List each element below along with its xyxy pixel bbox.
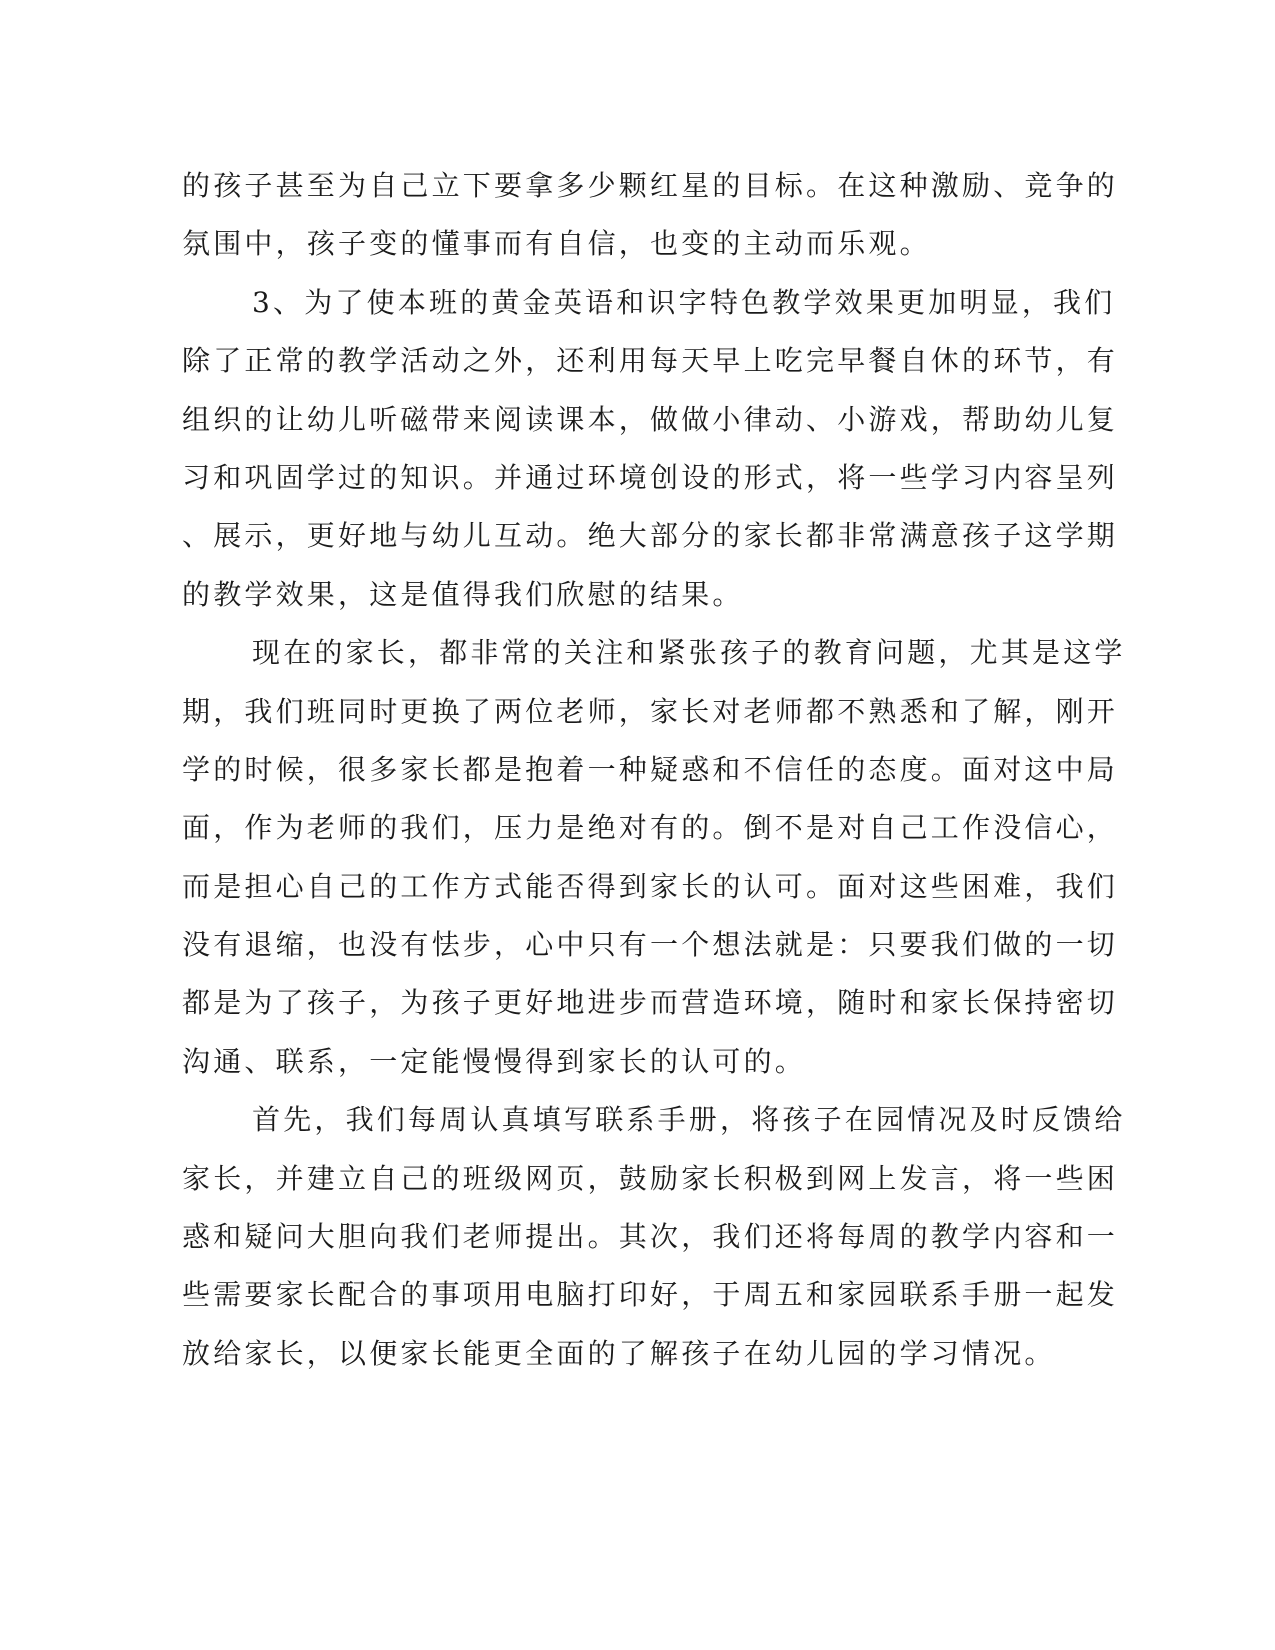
text-line: 组织的让幼儿听磁带来阅读课本，做做小律动、小游戏，帮助幼儿复 xyxy=(182,402,1119,436)
text-line: 家长，并建立自己的班级网页，鼓励家长积极到网上发言，将一些困 xyxy=(182,1161,1119,1195)
text-line: 现在的家长，都非常的关注和紧张孩子的教育问题，尤其是这学 xyxy=(252,636,1126,670)
text-line: 些需要家长配合的事项用电脑打印好，于周五和家园联系手册一起发 xyxy=(182,1278,1119,1312)
text-line: 期，我们班同时更换了两位老师，家长对老师都不熟悉和了解，刚开 xyxy=(182,694,1119,728)
text-line: 习和巩固学过的知识。并通过环境创设的形式，将一些学习内容呈列 xyxy=(182,460,1119,494)
text-line: 沟通、联系，一定能慢慢得到家长的认可的。 xyxy=(182,1044,807,1078)
text-line: 的教学效果，这是值得我们欣慰的结果。 xyxy=(182,577,744,611)
text-line: 氛围中，孩子变的懂事而有自信，也变的主动而乐观。 xyxy=(182,227,931,261)
text-line: 都是为了孩子，为孩子更好地进步而营造环境，随时和家长保持密切 xyxy=(182,986,1119,1020)
text-line: 3、为了使本班的黄金英语和识字特色教学效果更加明显，我们 xyxy=(252,285,1116,319)
text-line: 除了正常的教学活动之外，还利用每天早上吃完早餐自休的环节，有 xyxy=(182,344,1119,378)
text-line: 惑和疑问大胆向我们老师提出。其次，我们还将每周的教学内容和一 xyxy=(182,1220,1119,1254)
text-line: 学的时候，很多家长都是抱着一种疑惑和不信任的态度。面对这中局 xyxy=(182,752,1119,786)
text-line: 没有退缩，也没有怯步，心中只有一个想法就是：只要我们做的一切 xyxy=(182,928,1119,962)
text-line: 而是担心自己的工作方式能否得到家长的认可。面对这些困难，我们 xyxy=(182,869,1119,903)
body-text xyxy=(182,157,1126,1383)
text-line: 的孩子甚至为自己立下要拿多少颗红星的目标。在这种激励、竞争的 xyxy=(182,169,1119,202)
text-line: 、展示，更好地与幼儿互动。绝大部分的家长都非常满意孩子这学期 xyxy=(182,519,1119,553)
text-line: 首先，我们每周认真填写联系手册，将孩子在园情况及时反馈给 xyxy=(252,1103,1126,1137)
text-line: 放给家长，以便家长能更全面的了解孩子在幼儿园的学习情况。 xyxy=(182,1336,1056,1370)
text-line: 面，作为老师的我们，压力是绝对有的。倒不是对自己工作没信心， xyxy=(182,811,1119,845)
